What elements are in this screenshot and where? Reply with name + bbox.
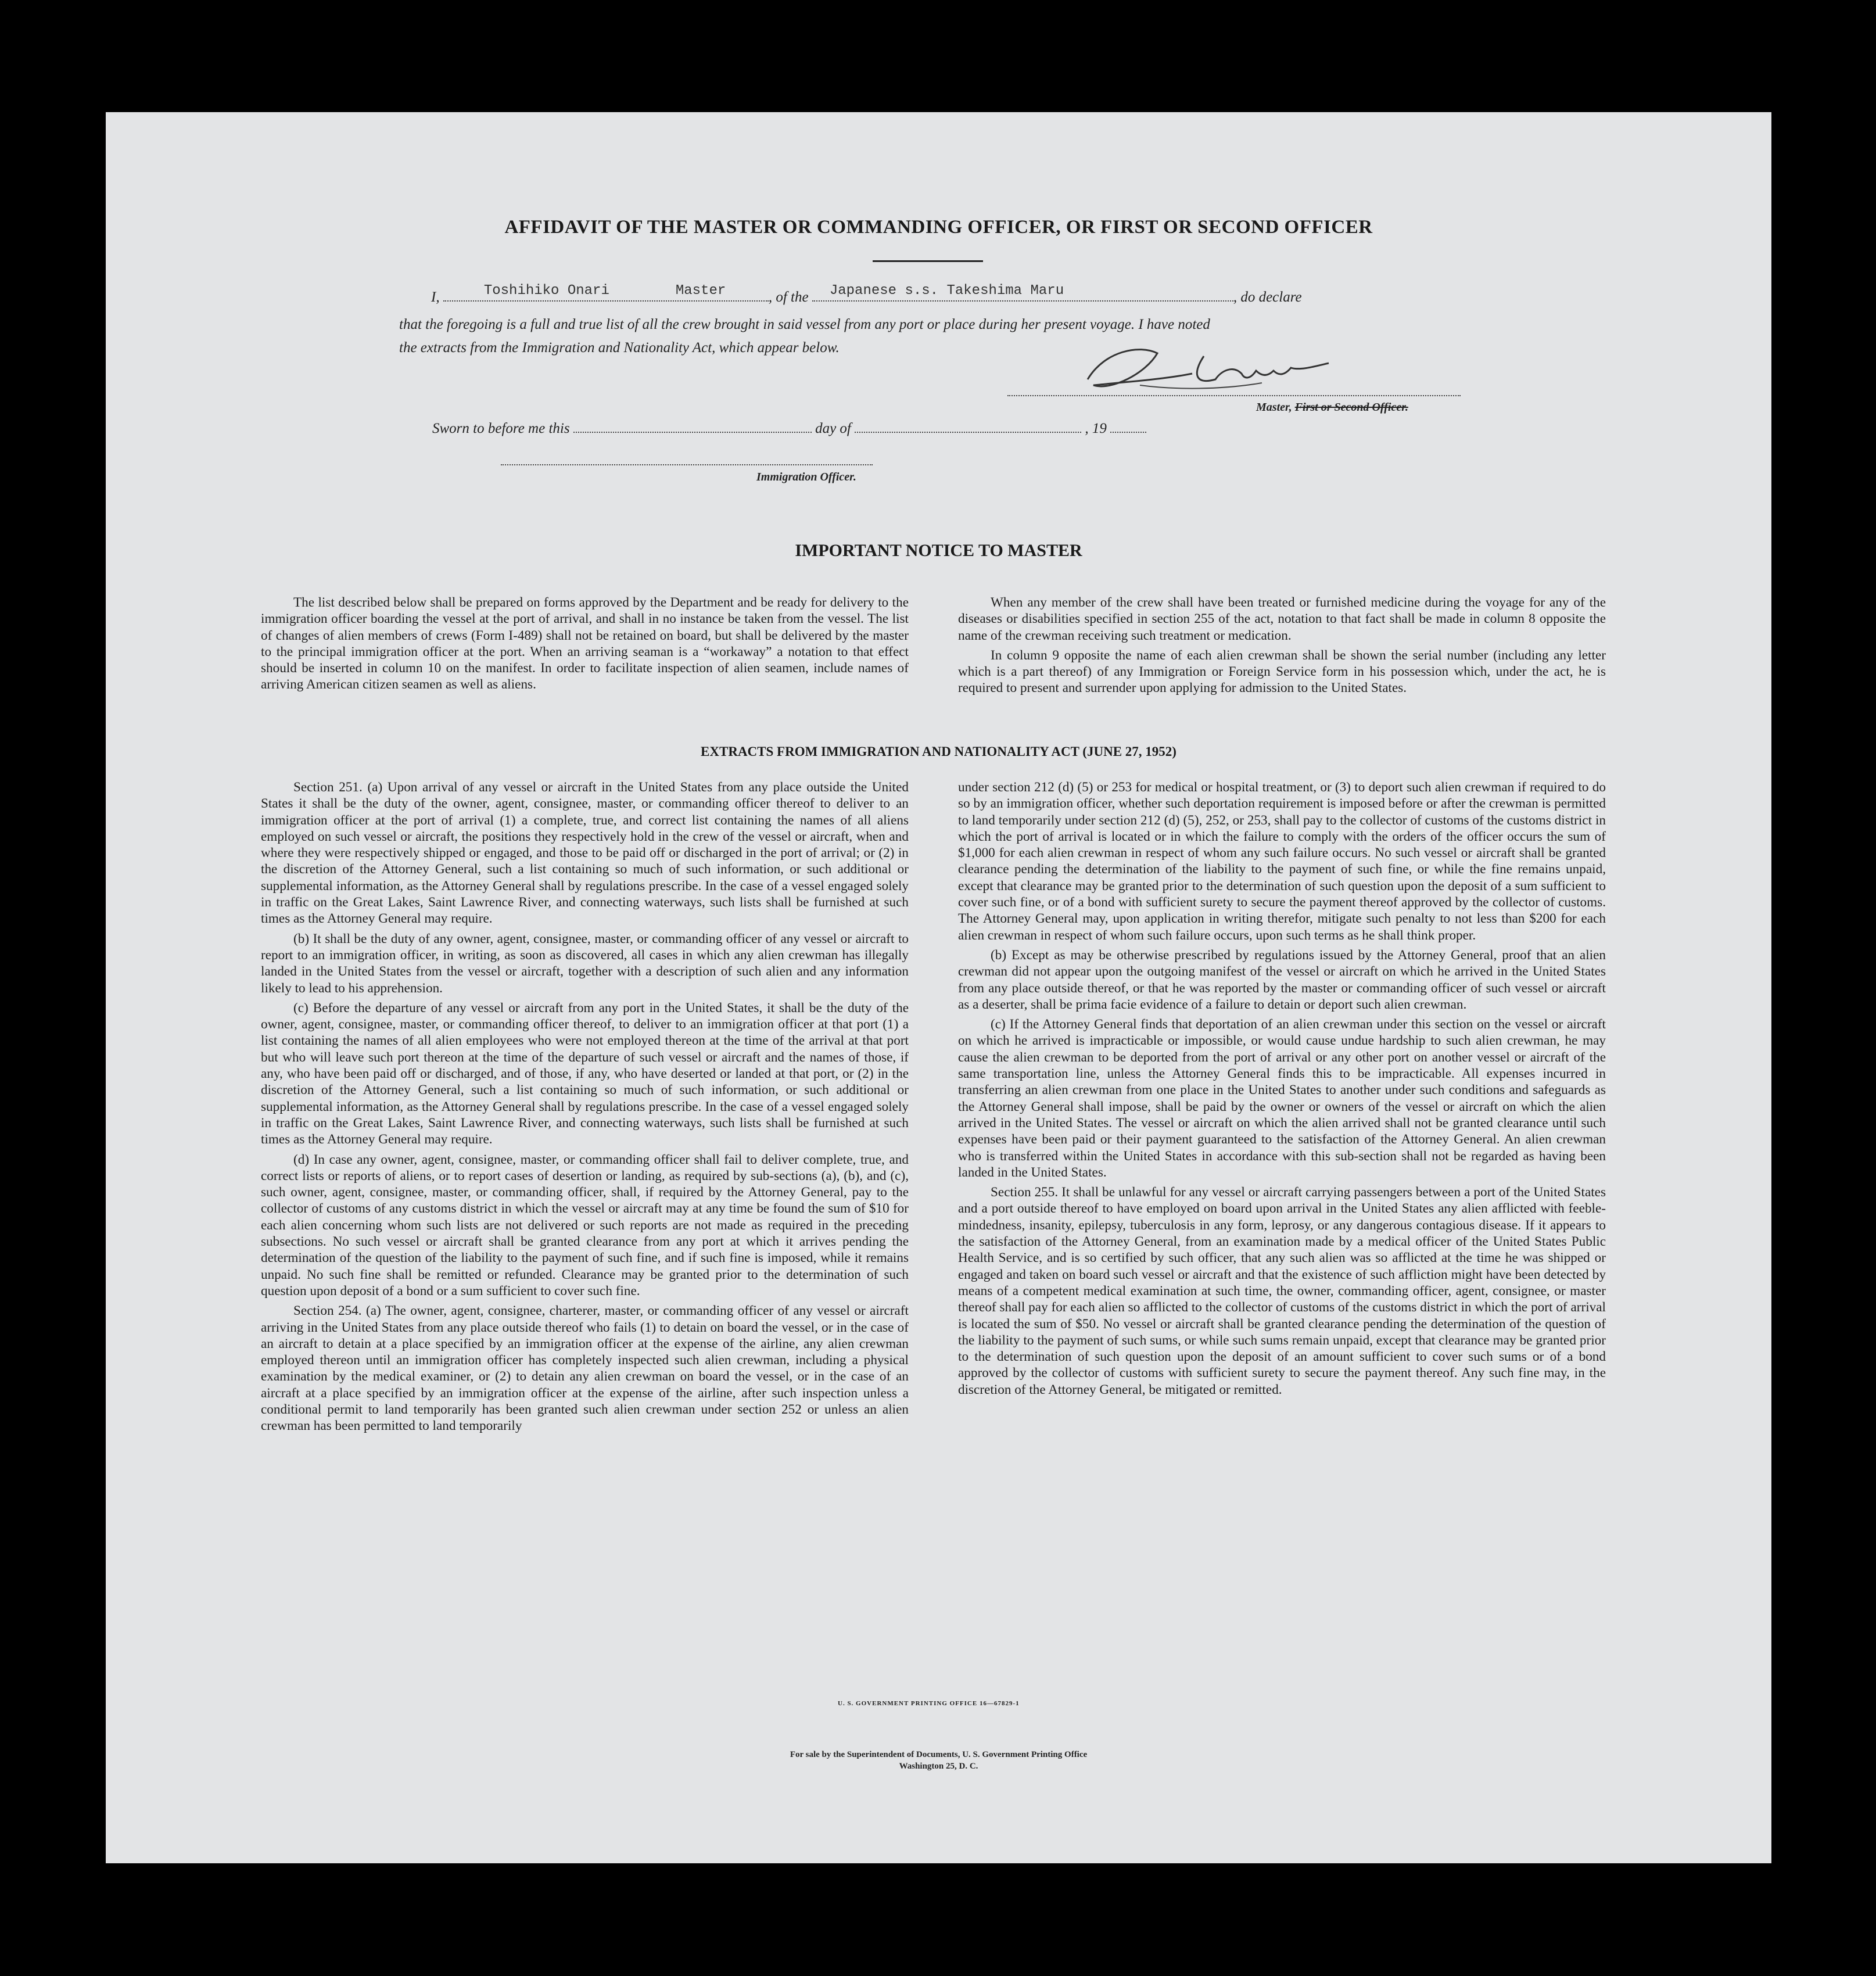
section-paragraph: Section 254. (a) The owner, agent, consignee, charterer, master, or commanding officer of any vessel or aircraft arriving in the United States from any place outside thereof who fails (1) to detain on board the vessel, or in the case of an aircraft to detain at a place specified by an immigration officer at the expense of the airline, any alien crewman employed thereon until an immigration officer has completely inspected such alien crewman, including a physical examination by the medical examiner, or (2) to detain any alien crewman on board the vessel, or in the case of an aircraft at a place specified by an immigration officer at the expense of the airline, after such inspection unless a conditional permit to land temporarily has been granted such alien crewman under section 252 or unless an alien crewman has been permitted to land temporarily — [261, 1303, 909, 1434]
declaration-line-2: that the foregoing is a full and true list of all the crew brought in said vessel from any port or place during her present voyage. I have noted — [399, 317, 1210, 332]
section-paragraph: (d) In case any owner, agent, consignee, master, or commanding officer shall fail to deliver complete, true, and correct lists or reports of aliens, or to report cases of desertion or landing, as required by sub-sections (a), (b), and (c), such owner, agent, consignee, master, or commanding officer, shall, if required by the Attorney General, pay to the collector of customs of any customs district in which the vessel or aircraft may at any time be found the sum of $10 for each alien concerning whom such lists are not delivered or such reports are not made as required in the preceding subsections. No such vessel or aircraft shall be granted clearance from any port at which it arrives pending the determination of the question of the liability to the payment of such fine, and if such fine is imposed, while it remains unpaid. No such fine shall be remitted or refunded. Clearance may be granted prior to the determination of such question upon deposit of a bond or a sum sufficient to cover such fine. — [261, 1152, 909, 1299]
sworn-date-field — [573, 419, 812, 433]
section-paragraph: (b) It shall be the duty of any owner, agent, consignee, master, or commanding officer of any vessel or aircraft to report to an immigration officer, in writing, as soon as discovered, all cases in which any alien crewman has illegally landed in the United States from the vessel or aircraft, together with a description of such alien and any information likely to lead to his apprehension. — [261, 931, 909, 996]
notice-heading: IMPORTANT NOTICE TO MASTER — [795, 541, 1082, 560]
year-prefix: , 19 — [1085, 421, 1107, 436]
extracts-right-column — [958, 779, 1606, 1401]
officer-rank: Master — [675, 283, 726, 299]
vessel-name: Japanese s.s. Takeshima Maru — [829, 283, 1064, 299]
do-declare-label: , do declare — [1233, 289, 1302, 305]
sworn-year-field — [1110, 419, 1146, 433]
sworn-label: Sworn to before me this — [432, 421, 570, 436]
signature-caption: Master, First or Second Officer. — [1256, 401, 1408, 414]
affidavit-title: AFFIDAVIT OF THE MASTER OR COMMANDING OFFICER, OR FIRST OR SECOND OFFICER — [504, 217, 1373, 238]
section-paragraph: (c) Before the departure of any vessel or aircraft from any port in the United States, it shall be the duty of the owner, agent, consignee, master, or commanding officer thereof, to deliver to an immigration officer at that port (1) a list containing the names of all alien employees who were not employed thereon at the time of the arrival at that port but who will leave such port thereon at the time of the departure of such vessel or aircraft and the names of those, if any, who have been paid off or discharged, and of those, if any, who have deserted or landed at that port, or (2) in the discretion of the Attorney General, such a list containing so much of such information, or such additional or supplemental information, as the Attorney General shall by regulations prescribe. In the case of a vessel engaged solely in traffic on the Great Lakes, Saint Lawrence River, and connecting waterways, such lists shall be furnished at such times as the Attorney General may require. — [261, 1000, 909, 1147]
notice-left-column — [261, 594, 909, 697]
officer-name-field — [443, 283, 769, 302]
signature-line — [1007, 395, 1461, 396]
section-paragraph: (c) If the Attorney General finds that deportation of an alien crewman under this section on the vessel or aircraft on which he arrived is impracticable or impossible, or would cause undue hardship to such alien crewman, he may cause the alien crewman to be deported from the port of arrival or any other port on another vessel or aircraft of the same transportation line, unless the Attorney General finds this to be impracticable. All expenses incurred in transferring an alien crewman from one place in the United States to another under such conditions and safeguards as the Attorney General shall impose, shall be paid by the owner or owners of the vessel or aircraft on which the alien arrived in the United States. The vessel or aircraft on which the alien arrived shall not be granted clearance until such expenses have been paid or their payment guaranteed to the satisfaction of the Attorney General. An alien crewman who is transferred within the United States in accordance with this sub-section shall not be regarded as having been landed in the United States. — [958, 1017, 1606, 1180]
declaration-line-3: the extracts from the Immigration and Nationality Act, which appear below. — [399, 340, 840, 356]
notice-paragraph: The list described below shall be prepared on forms approved by the Department and be ready for delivery to the immigration officer boarding the vessel at the port of arrival, and shall in no instance be taken from the vessel. The list of changes of alien members of crews (Form I-489) shall not be retained on board, but shall be delivered by the master to the principal immigration officer at the port. When an arriving seaman is a “workaway” a notation to that effect should be inserted in column 10 on the manifest. In order to facilitate inspection of alien seamen, include names of arriving American citizen seamen as well as aliens. — [261, 595, 909, 693]
of-the-label: , of the — [768, 289, 809, 305]
vessel-field — [812, 283, 1233, 302]
section-paragraph: Section 251. (a) Upon arrival of any vessel or aircraft in the United States from any place outside the United States it shall be the duty of the owner, agent, consignee, master, or commanding officer thereof to deliver to an immigration officer at the port of arrival (1) a complete, true, and correct list containing the names of all aliens employed on such vessel or aircraft, the positions they respectively hold in the crew of the vessel or aircraft, when and where they were respectively shipped or engaged, and those to be paid off or discharged in the port of arrival; or (2) in the discretion of the Attorney General, such a list containing so much of such information, or such additional or supplemental information, as the Attorney General shall by regulations prescribe. In the case of a vessel engaged solely in traffic on the Great Lakes, Saint Lawrence River, and connecting waterways, such lists shall be furnished at such times as the Attorney General may require. — [261, 780, 909, 927]
sworn-month-field — [855, 419, 1081, 433]
officer-name: Toshihiko Onari — [483, 283, 609, 299]
i-label: I, — [431, 289, 440, 305]
title-rule — [873, 260, 983, 262]
immigration-officer-caption: Immigration Officer. — [756, 471, 856, 483]
notice-paragraph: When any member of the crew shall have been treated or furnished medicine during the voyage for any of the diseases or disabilities specified in section 255 of the act, notation to that fact shall be made in column 8 opposite the name of the crewman receiving such treatment or medication. — [958, 595, 1606, 643]
declaration-line-1 — [431, 283, 1581, 306]
day-of-label: day of — [815, 421, 851, 436]
document-page — [106, 112, 1771, 1863]
section-paragraph: under section 212 (d) (5) or 253 for medical or hospital treatment, or (3) to deport such alien crewman if required to do so by an immigration officer, whether such deportation requirement is imposed before or after the crewman is permitted to land temporarily under section 212 (d) (5), 252, or 253, shall pay to the collector of customs of the customs district in which the port of arrival is located or in which the failure to comply with the orders of the officer occurs the sum of $1,000 for each alien crewman in respect of whom any such failure occurs. No such vessel or aircraft shall be granted clearance pending the determination of the liability to the payment of such fine, or while the fine remains unpaid, except that clearance may be granted prior to the determination of such question upon the deposit of a sum sufficient to cover such fine, or of a bond with sufficient surety to secure the payment thereof approved by the collector of customs. The Attorney General may, upon application in writing therefor, mitigate such penalty to not less than $200 for each alien crewman in respect of whom such failure occurs, upon such terms as he shall think proper. — [958, 780, 1606, 943]
footer-sale-note: For sale by the Superintendent of Documents, U. S. Government Printing Office — [790, 1750, 1088, 1759]
extracts-left-column — [261, 779, 909, 1438]
notice-right-column — [958, 594, 1606, 700]
sworn-line — [432, 419, 1146, 437]
section-paragraph: Section 255. It shall be unlawful for any vessel or aircraft carrying passengers between a port of the United States and a port outside thereof to have employed on board upon arrival in the United States any alien afflicted with feeble-mindedness, insanity, epilepsy, tuberculosis in any form, leprosy, or any dangerous contagious disease. If it appears to the satisfaction of the Attorney General, from an examination made by a medical officer of the United States Public Health Service, and is so certified by such officer, that any such alien was so afflicted at the time he was shipped or engaged and taken on board such vessel or aircraft and that the existence of such affliction might have been detected by means of a competent medical examination at such time, the owner, commanding officer, agent, consignee, or master thereof shall pay for each alien so afflicted to the collector of customs of the customs district in which the port of arrival is located the sum of $50. No vessel or aircraft shall be granted clearance pending the determination of the question of the liability to the payment of such sums, or while such sums remain unpaid, except that clearance may be granted prior to the determination of such question upon the deposit of an amount sufficient to cover such sums or of a bond approved by the collector of customs with sufficient surety to secure the payment thereof. Any such fine may, in the discretion of the Attorney General, be mitigated or remitted. — [958, 1185, 1606, 1397]
extracts-heading: EXTRACTS FROM IMMIGRATION AND NATIONALITY ACT (JUNE 27, 1952) — [701, 744, 1176, 759]
footer-address: Washington 25, D. C. — [899, 1762, 978, 1771]
notice-paragraph: In column 9 opposite the name of each alien crewman shall be shown the serial number (including any letter which is a part thereof) of any Immigration or Foreign Service form in his possession which, under the act, he is required to present and surrender upon applying for admission to the United States. — [958, 647, 1606, 696]
master-signature — [1070, 339, 1337, 403]
immigration-officer-line — [501, 464, 873, 465]
printing-office-mark: U. S. GOVERNMENT PRINTING OFFICE 16—67829-1 — [838, 1700, 1020, 1707]
section-paragraph: (b) Except as may be otherwise prescribed by regulations issued by the Attorney General, proof that an alien crewman did not appear upon the outgoing manifest of the vessel or aircraft on which he arrived in the United States from any place outside thereof, or that he was reported by the master or commanding officer of such vessel or aircraft as a deserter, shall be prima facie evidence of a failure to detain or deport such alien crewman. — [958, 947, 1606, 1012]
